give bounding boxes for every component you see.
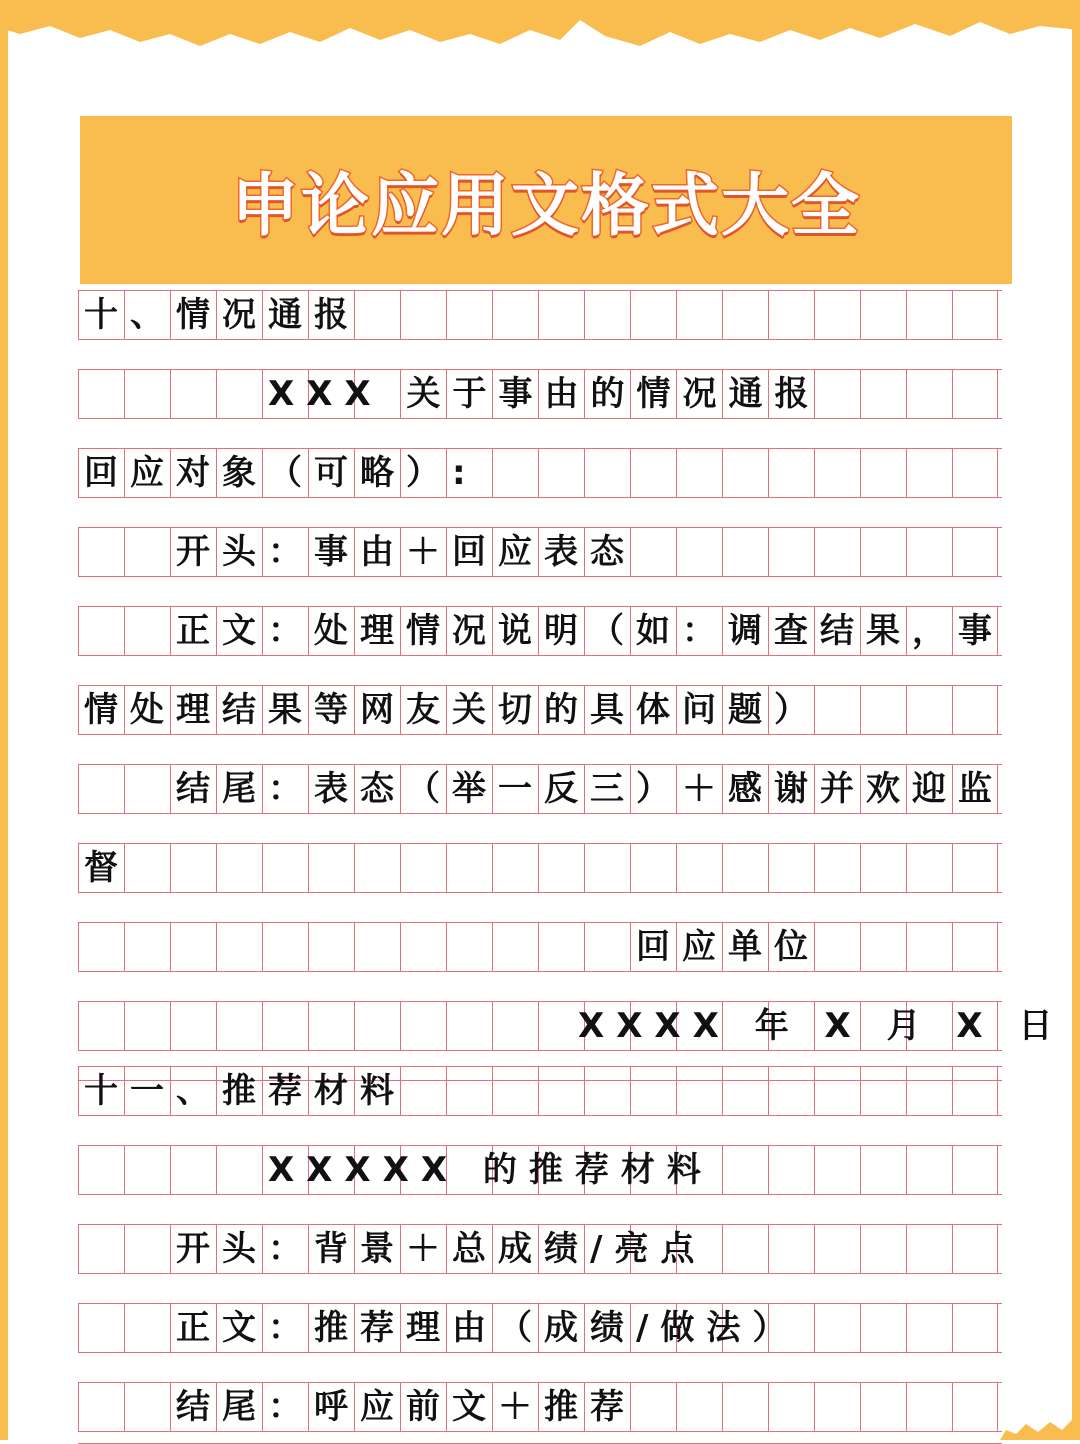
grid-cell — [906, 1225, 952, 1273]
grid-cell — [814, 844, 860, 892]
grid-cell — [676, 844, 722, 892]
grid-cell — [354, 1002, 400, 1050]
grid-cell — [722, 449, 768, 497]
grid-cell — [492, 923, 538, 971]
grid-line — [78, 290, 1002, 369]
grid-cell — [906, 1146, 952, 1194]
grid-cell — [584, 844, 630, 892]
grid-cell — [446, 291, 492, 339]
grid-cell — [78, 607, 124, 655]
grid-cell — [722, 1146, 768, 1194]
grid-cell — [308, 923, 354, 971]
grid-cell — [400, 923, 446, 971]
grid-cell — [262, 844, 308, 892]
grid-cell — [722, 1225, 768, 1273]
grid-cell — [860, 1146, 906, 1194]
grid-cell — [354, 923, 400, 971]
grid-line — [78, 1224, 1002, 1303]
grid-cell — [446, 1067, 492, 1115]
grid-section-10 — [78, 290, 1065, 1081]
grid-cell — [492, 449, 538, 497]
torn-corner-decoration — [1000, 1418, 1080, 1440]
grid-cell — [124, 528, 170, 576]
grid-cell — [952, 449, 998, 497]
grid-cell — [78, 1002, 124, 1050]
grid-cell — [630, 291, 676, 339]
grid-cell — [78, 1146, 124, 1194]
grid-cell — [170, 923, 216, 971]
section-heading: 十一、推荐材料 — [84, 1071, 406, 1111]
grid-cell — [952, 923, 998, 971]
grid-cell — [354, 291, 400, 339]
grid-line — [78, 1145, 1002, 1224]
grid-cell — [814, 686, 860, 734]
grid-cell — [906, 923, 952, 971]
grid-cell — [400, 844, 446, 892]
grid-cell — [860, 844, 906, 892]
grid-line — [78, 527, 1002, 606]
grid-cell — [124, 765, 170, 813]
torn-paper-top-edge — [0, 0, 1080, 60]
grid-line — [78, 685, 1002, 764]
body-line-continued: 情处理结果等网友关切的具体问题） — [84, 690, 820, 730]
grid-cell — [124, 370, 170, 418]
grid-line — [78, 1066, 1002, 1145]
grid-cell — [814, 1304, 860, 1352]
opening-line: 开头：事由＋回应表态 — [176, 532, 636, 572]
grid-cell — [860, 1067, 906, 1115]
grid-cell — [170, 1146, 216, 1194]
section-heading: 十、情况通报 — [84, 295, 360, 335]
grid-cell — [952, 1383, 998, 1431]
grid-cell — [124, 923, 170, 971]
grid-cell — [952, 1225, 998, 1273]
grid-cell — [676, 449, 722, 497]
grid-cell — [676, 1067, 722, 1115]
body-line: 正文：处理情况说明（如：调查结果，事 — [176, 611, 1004, 651]
grid-cell — [170, 844, 216, 892]
grid-cell — [78, 1383, 124, 1431]
grid-cell — [814, 370, 860, 418]
grid-line — [78, 1382, 1002, 1444]
grid-cell — [906, 1304, 952, 1352]
grid-line — [78, 448, 1002, 527]
grid-cell — [906, 1383, 952, 1431]
grid-cell — [768, 1146, 814, 1194]
grid-cell — [722, 291, 768, 339]
grid-cell — [308, 1002, 354, 1050]
grid-cell — [906, 844, 952, 892]
grid-cell — [170, 1002, 216, 1050]
grid-cell — [124, 1383, 170, 1431]
grid-cell — [906, 370, 952, 418]
grid-cell — [768, 291, 814, 339]
grid-cell — [676, 528, 722, 576]
grid-cell — [124, 1225, 170, 1273]
grid-cell — [906, 528, 952, 576]
grid-cell — [492, 291, 538, 339]
grid-cell — [446, 923, 492, 971]
grid-cell — [768, 844, 814, 892]
grid-line — [78, 606, 1002, 685]
right-border-stripe — [1072, 0, 1080, 1440]
grid-cell — [676, 1383, 722, 1431]
grid-cell — [262, 1002, 308, 1050]
grid-cell — [78, 370, 124, 418]
grid-cell — [308, 844, 354, 892]
grid-cell — [722, 1383, 768, 1431]
grid-cell — [124, 607, 170, 655]
grid-cell — [630, 528, 676, 576]
grid-cell — [78, 923, 124, 971]
grid-cell — [952, 686, 998, 734]
grid-cell — [630, 844, 676, 892]
grid-line — [78, 764, 1002, 843]
grid-cell — [216, 844, 262, 892]
grid-cell — [906, 686, 952, 734]
grid-cell — [952, 1146, 998, 1194]
grid-cell — [860, 686, 906, 734]
grid-cell — [860, 528, 906, 576]
grid-cell — [814, 1067, 860, 1115]
grid-cell — [906, 449, 952, 497]
grid-cell — [952, 528, 998, 576]
grid-cell — [814, 923, 860, 971]
grid-cell — [492, 1067, 538, 1115]
grid-cell — [814, 1383, 860, 1431]
grid-cell — [952, 370, 998, 418]
grid-line — [78, 922, 1002, 1001]
grid-cell — [722, 844, 768, 892]
grid-cell — [124, 1002, 170, 1050]
grid-cell — [216, 1002, 262, 1050]
grid-cell — [676, 291, 722, 339]
grid-cell — [262, 923, 308, 971]
grid-cell — [860, 370, 906, 418]
grid-cell — [906, 291, 952, 339]
grid-cell — [814, 291, 860, 339]
grid-cell — [952, 844, 998, 892]
grid-cell — [952, 1067, 998, 1115]
ending-line: 结尾：呼应前文＋推荐 — [176, 1387, 636, 1427]
document-title: XXXXX 的推荐材料 — [268, 1150, 713, 1190]
grid-cell — [860, 291, 906, 339]
page-title: 申论应用文格式大全 — [230, 166, 861, 246]
grid-cell — [124, 844, 170, 892]
grid-cell — [538, 449, 584, 497]
grid-cell — [216, 923, 262, 971]
grid-cell — [584, 923, 630, 971]
grid-cell — [952, 291, 998, 339]
grid-cell — [446, 844, 492, 892]
grid-cell — [768, 528, 814, 576]
grid-cell — [630, 1383, 676, 1431]
ending-line-continued: 督 — [84, 848, 130, 888]
grid-cell — [78, 1304, 124, 1352]
grid-section-11 — [78, 1066, 1002, 1444]
grid-cell — [814, 449, 860, 497]
grid-cell — [584, 1067, 630, 1115]
grid-cell — [492, 844, 538, 892]
grid-cell — [400, 1002, 446, 1050]
grid-cell — [538, 291, 584, 339]
left-border-stripe — [0, 0, 8, 1440]
ending-line: 结尾：表态（举一反三）＋感谢并欢迎监 — [176, 769, 1004, 809]
title-banner — [80, 116, 1012, 284]
grid-cell — [768, 1225, 814, 1273]
grid-cell — [400, 291, 446, 339]
grid-cell — [170, 370, 216, 418]
grid-cell — [492, 1002, 538, 1050]
grid-cell — [216, 370, 262, 418]
opening-line: 开头：背景＋总成绩/亮点 — [176, 1229, 707, 1269]
grid-cell — [538, 844, 584, 892]
grid-cell — [400, 1067, 446, 1115]
grid-cell — [354, 844, 400, 892]
grid-cell — [814, 1146, 860, 1194]
grid-cell — [216, 1146, 262, 1194]
grid-cell — [860, 923, 906, 971]
grid-cell — [768, 1067, 814, 1115]
grid-cell — [860, 1383, 906, 1431]
grid-line — [78, 369, 1002, 448]
grid-cell — [906, 1067, 952, 1115]
grid-cell — [860, 449, 906, 497]
grid-cell — [78, 528, 124, 576]
body-line: 正文：推荐理由（成绩/做法） — [176, 1308, 799, 1348]
document-title: XXX 关于事由的情况通报 — [268, 374, 821, 414]
grid-cell — [722, 1067, 768, 1115]
grid-line — [78, 1303, 1002, 1382]
signature-line: 回应单位 — [636, 927, 820, 967]
grid-cell — [78, 1225, 124, 1273]
grid-cell — [768, 1383, 814, 1431]
addressee-line: 回应对象（可略）: — [84, 453, 478, 493]
grid-cell — [538, 1067, 584, 1115]
grid-cell — [860, 1225, 906, 1273]
grid-cell — [538, 923, 584, 971]
grid-cell — [814, 528, 860, 576]
grid-cell — [584, 449, 630, 497]
grid-cell — [584, 291, 630, 339]
grid-cell — [860, 1304, 906, 1352]
grid-cell — [124, 1304, 170, 1352]
grid-cell — [446, 1002, 492, 1050]
grid-cell — [768, 449, 814, 497]
grid-cell — [630, 449, 676, 497]
grid-cell — [124, 1146, 170, 1194]
date-line: XXXX 年 X 月 X 日 — [578, 1006, 1065, 1046]
grid-cell — [952, 1304, 998, 1352]
grid-cell — [814, 1225, 860, 1273]
grid-line — [78, 843, 1002, 922]
grid-cell — [78, 765, 124, 813]
grid-cell — [630, 1067, 676, 1115]
grid-cell — [722, 528, 768, 576]
